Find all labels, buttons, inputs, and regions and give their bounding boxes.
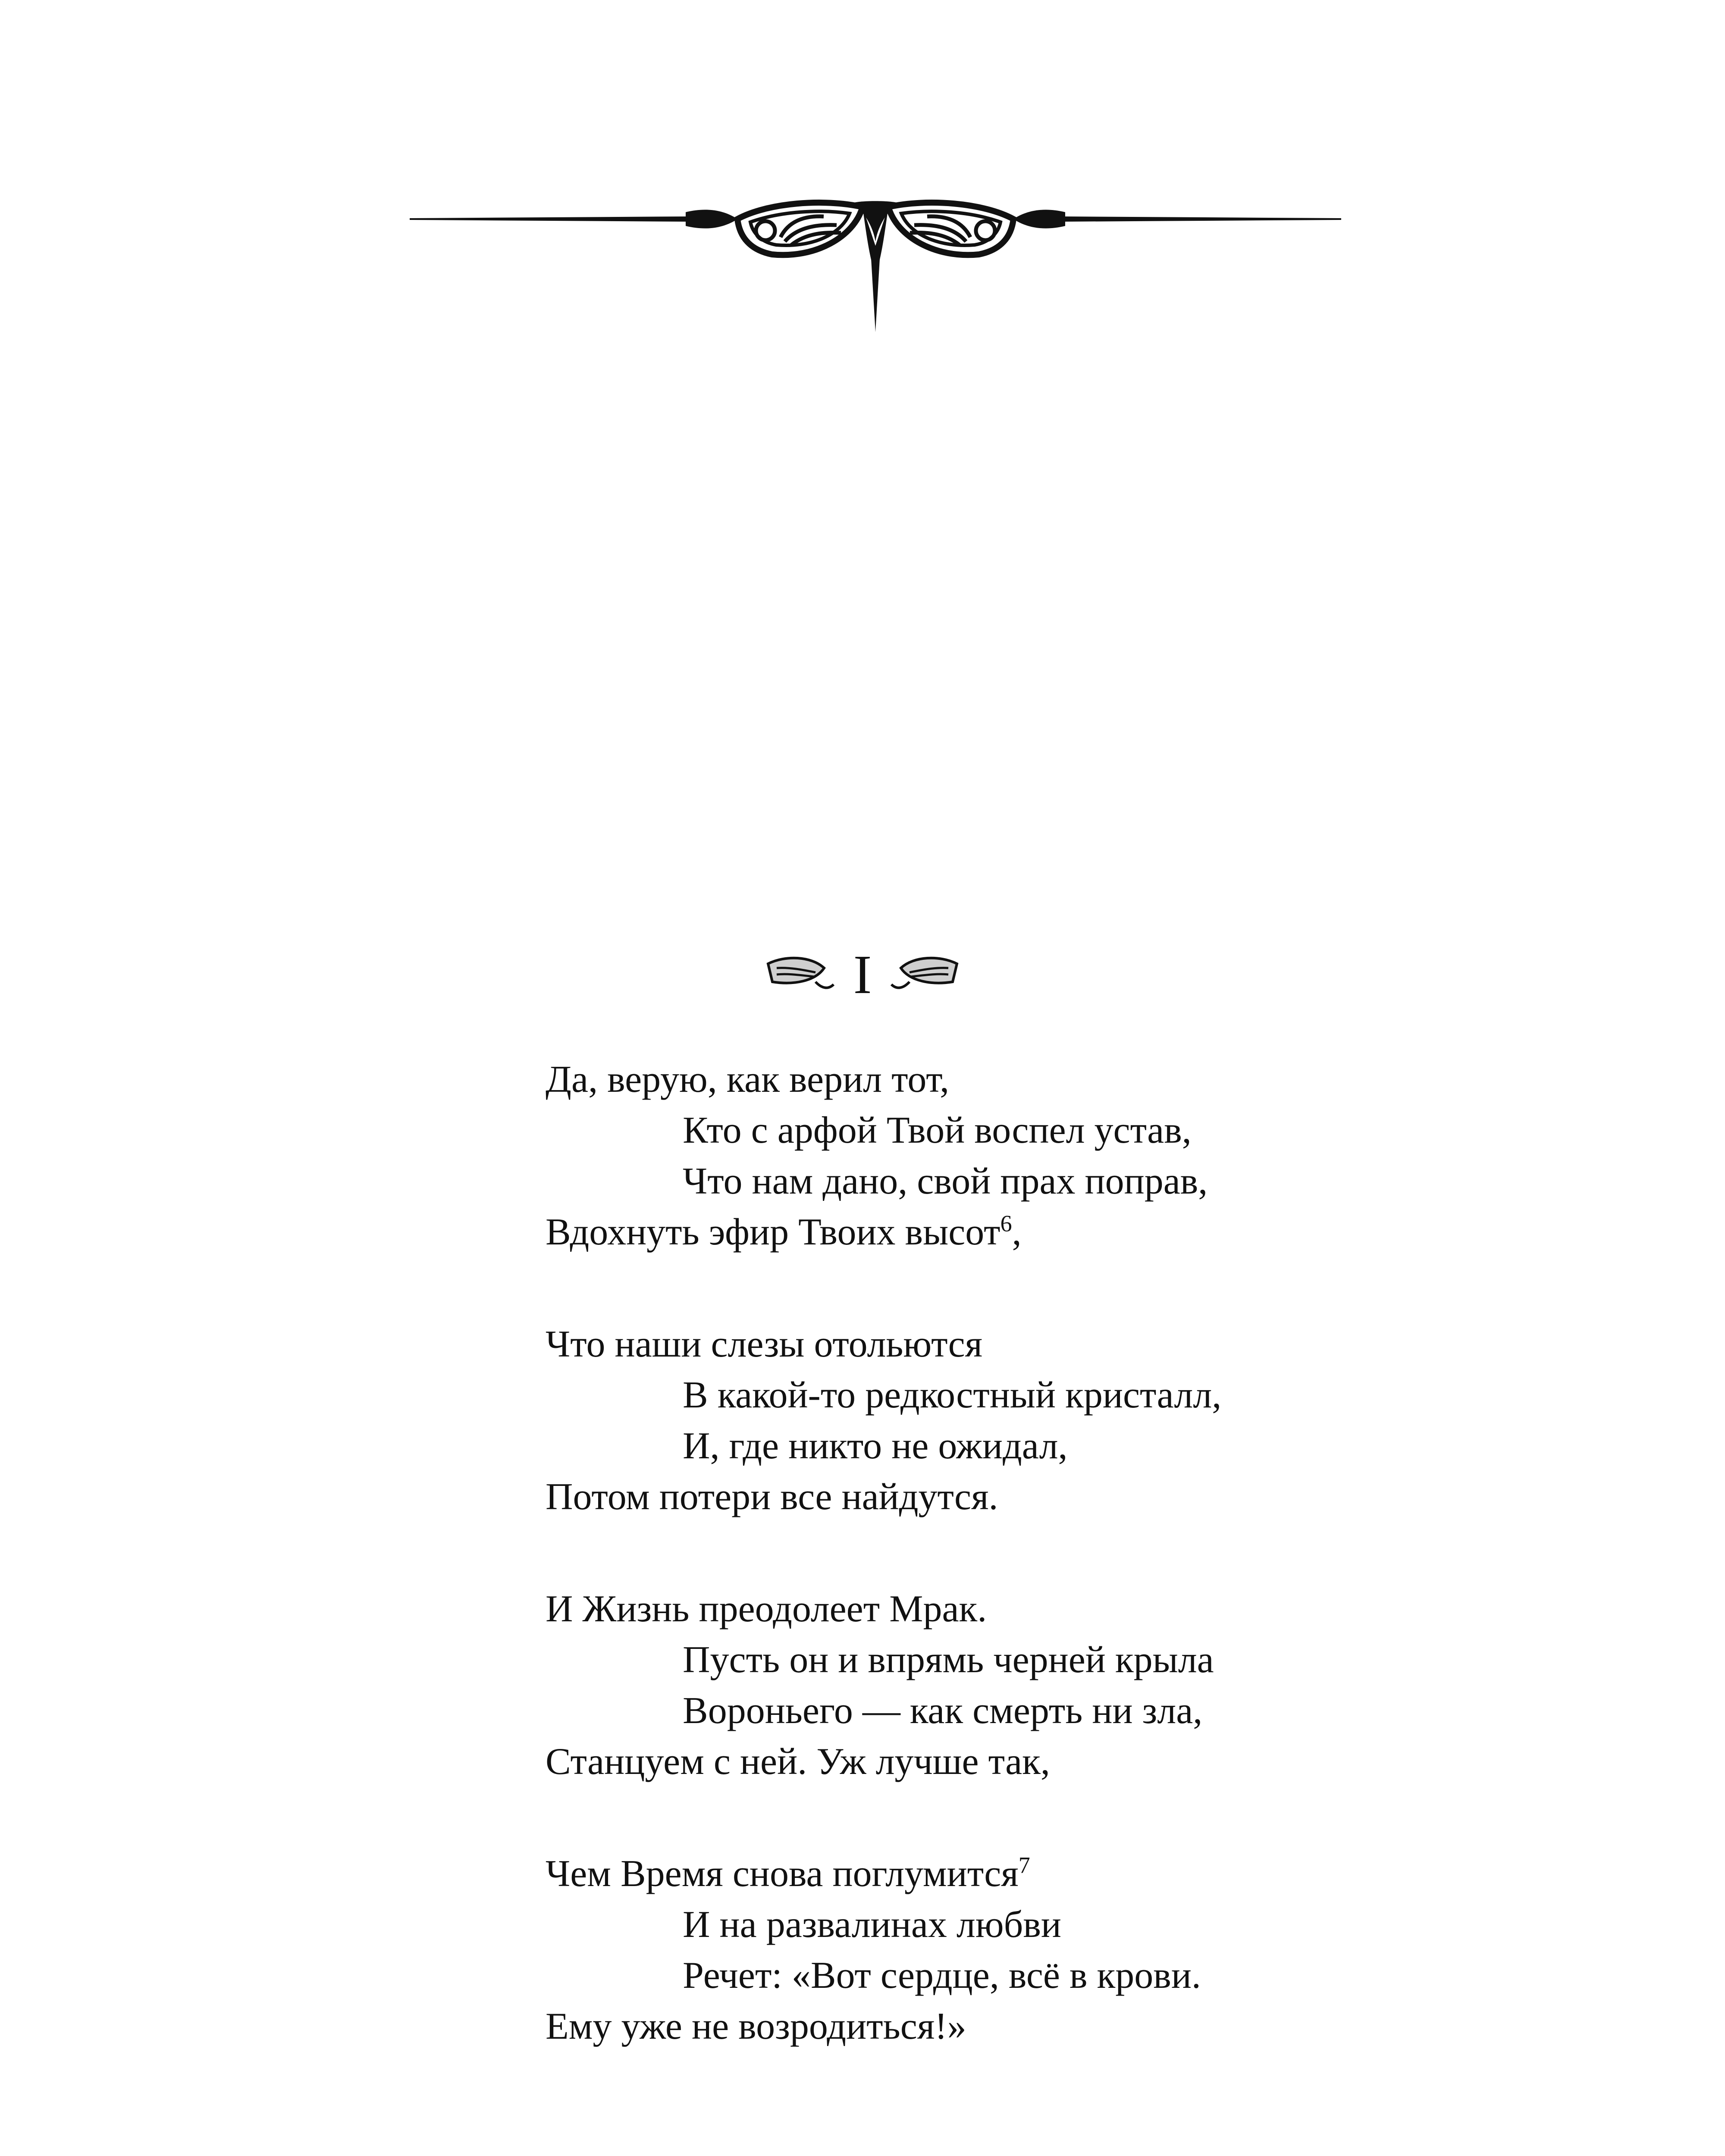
poem-line: Вороньего — как смерть ни зла, — [683, 1690, 1203, 1732]
poem-line: И Жизнь преодолеет Мрак. — [546, 1588, 987, 1630]
footnote-marker: 6 — [1000, 1210, 1012, 1237]
chapter-heading — [0, 936, 1725, 1013]
leaf-ornament-right-icon — [888, 951, 961, 998]
stanza-1 — [546, 1054, 1537, 1258]
poem-line: Да, верую, как верил тот, — [546, 1059, 950, 1100]
poem-line: Что нам дано, свой прах поправ, — [683, 1160, 1208, 1202]
poem-line: Что наши слезы отольются — [546, 1323, 983, 1365]
poem-line: И на развалинах любви — [683, 1904, 1061, 1946]
poem-line: Потом потери все найдутся. — [546, 1476, 998, 1518]
leaf-ornament-left-icon — [764, 951, 837, 998]
stanza-3 — [546, 1584, 1537, 1787]
poem-line: И, где никто не ожидал, — [683, 1425, 1068, 1467]
poem-line: Ему уже не возродиться!» — [546, 2006, 966, 2047]
poem-line: Речет: «Вот сердце, всё в крови. — [683, 1955, 1201, 1996]
stanza-4 — [546, 1849, 1537, 2052]
poem-line: Станцуем с ней. Уж лучше так, — [546, 1741, 1050, 1783]
poem-line: Вдохнуть эфир Твоих высот$^6$, — [546, 1210, 1022, 1253]
poem-line: Чем Время снова поглумится$^7$ — [546, 1852, 1030, 1895]
chapter-numeral: I — [853, 944, 872, 1005]
footnote-marker: 7 — [1018, 1852, 1030, 1878]
header-ornament — [410, 190, 1341, 336]
poem-line: Кто с арфой Твой воспел устав, — [683, 1109, 1192, 1151]
stanza-2 — [546, 1319, 1537, 1523]
poem — [546, 1054, 1537, 2113]
poem-line: Пусть он и впрямь черней крыла — [683, 1639, 1214, 1681]
poem-line: В какой-то редкостный кристалл, — [683, 1374, 1222, 1416]
